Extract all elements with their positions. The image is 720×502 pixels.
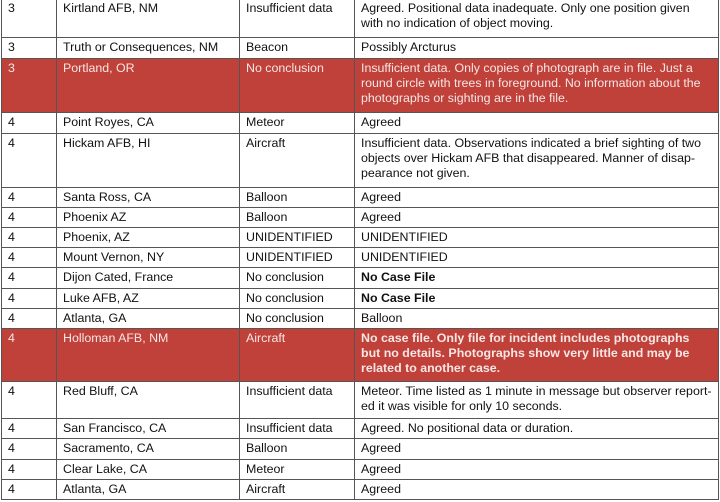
evaluation-cell: Aircraft (240, 134, 355, 188)
comment-cell: Agreed (355, 439, 719, 460)
table-row (2, 188, 719, 208)
evaluation-cell: Beacon (240, 38, 355, 59)
row-number-cell: 4 (2, 228, 57, 248)
table-row (2, 38, 719, 59)
location-cell: Santa Ross, CA (57, 188, 240, 208)
comment-cell: Insufficient data. Only copies of photograph are in file. Just a round circle with trees in foreground. No information about the photographs or sighting are in the file. (355, 59, 719, 113)
table-row (2, 309, 719, 329)
location-cell: Clear Lake, CA (57, 460, 240, 480)
table-row (2, 329, 719, 382)
table-row (2, 460, 719, 480)
row-number-cell: 4 (2, 382, 57, 419)
location-cell: Dijon Cated, France (57, 268, 240, 289)
table-row (2, 134, 719, 188)
comment-cell: Agreed (355, 113, 719, 134)
evaluation-cell: Meteor (240, 113, 355, 134)
table-row (2, 419, 719, 439)
row-number-cell: 3 (2, 38, 57, 59)
table-row (2, 289, 719, 309)
row-number-cell: 4 (2, 188, 57, 208)
table-row (2, 439, 719, 460)
location-cell: Sacramento, CA (57, 439, 240, 460)
location-cell: Hickam AFB, HI (57, 134, 240, 188)
comment-cell: No Case File (355, 289, 719, 309)
comment-cell: Balloon (355, 309, 719, 329)
evaluation-cell: No conclusion (240, 59, 355, 113)
comment-cell: UNIDENTIFIED (355, 248, 719, 268)
evaluation-cell: Insufficient data (240, 382, 355, 419)
row-number-cell: 4 (2, 460, 57, 480)
table-row (2, 113, 719, 134)
comment-cell: Agreed. No positional data or duration. (355, 419, 719, 439)
comment-cell: UNIDENTIFIED (355, 228, 719, 248)
location-cell: Atlanta, GA (57, 480, 240, 500)
table-body (2, 0, 719, 500)
comment-cell: Possibly Arcturus (355, 38, 719, 59)
evaluation-cell: Balloon (240, 188, 355, 208)
location-cell: Phoenix, AZ (57, 228, 240, 248)
table-row (2, 208, 719, 228)
sighting-table (1, 0, 719, 500)
location-cell: Luke AFB, AZ (57, 289, 240, 309)
evaluation-cell: No conclusion (240, 268, 355, 289)
comment-cell: Agreed. Positional data inadequate. Only one position given with no indication of object moving. (355, 0, 719, 38)
comment-cell: Agreed (355, 460, 719, 480)
row-number-cell: 4 (2, 480, 57, 500)
row-number-cell: 4 (2, 248, 57, 268)
location-cell: Phoenix AZ (57, 208, 240, 228)
comment-cell: No Case File (355, 268, 719, 289)
evaluation-cell: Balloon (240, 208, 355, 228)
table-row (2, 228, 719, 248)
evaluation-cell: Aircraft (240, 480, 355, 500)
evaluation-cell: Aircraft (240, 329, 355, 382)
evaluation-cell: Insufficient data (240, 0, 355, 38)
row-number-cell: 4 (2, 113, 57, 134)
row-number-cell: 3 (2, 59, 57, 113)
location-cell: Mount Vernon, NY (57, 248, 240, 268)
row-number-cell: 3 (2, 0, 57, 38)
evaluation-cell: No conclusion (240, 309, 355, 329)
comment-cell: Insufficient data. Observations indicated a brief sighting of two objects over Hickam AFB that disappeared. Manner of disap-pearance not given. (355, 134, 719, 188)
row-number-cell: 4 (2, 208, 57, 228)
row-number-cell: 4 (2, 134, 57, 188)
location-cell: Atlanta, GA (57, 309, 240, 329)
comment-cell: No case file. Only file for incident includes photographs but no details. Photographs show very little and may be related to another case. (355, 329, 719, 382)
location-cell: Red Bluff, CA (57, 382, 240, 419)
location-cell: Truth or Consequences, NM (57, 38, 240, 59)
location-cell: Portland, OR (57, 59, 240, 113)
comment-cell: Agreed (355, 188, 719, 208)
location-cell: Kirtland AFB, NM (57, 0, 240, 38)
evaluation-cell: Meteor (240, 460, 355, 480)
evaluation-cell: Insufficient data (240, 419, 355, 439)
row-number-cell: 4 (2, 268, 57, 289)
location-cell: Point Royes, CA (57, 113, 240, 134)
table-row (2, 59, 719, 113)
evaluation-cell: UNIDENTIFIED (240, 248, 355, 268)
row-number-cell: 4 (2, 439, 57, 460)
evaluation-cell: No conclusion (240, 289, 355, 309)
location-cell: San Francisco, CA (57, 419, 240, 439)
table-row (2, 248, 719, 268)
table-row (2, 268, 719, 289)
comment-cell: Agreed (355, 208, 719, 228)
evaluation-cell: Balloon (240, 439, 355, 460)
table-row (2, 382, 719, 419)
row-number-cell: 4 (2, 329, 57, 382)
comment-cell: Meteor. Time listed as 1 minute in message but observer report-ed it was visible for only 10 seconds. (355, 382, 719, 419)
evaluation-cell: UNIDENTIFIED (240, 228, 355, 248)
row-number-cell: 4 (2, 309, 57, 329)
row-number-cell: 4 (2, 419, 57, 439)
row-number-cell: 4 (2, 289, 57, 309)
comment-cell: Agreed (355, 480, 719, 500)
table-row (2, 0, 719, 38)
table-row (2, 480, 719, 500)
location-cell: Holloman AFB, NM (57, 329, 240, 382)
